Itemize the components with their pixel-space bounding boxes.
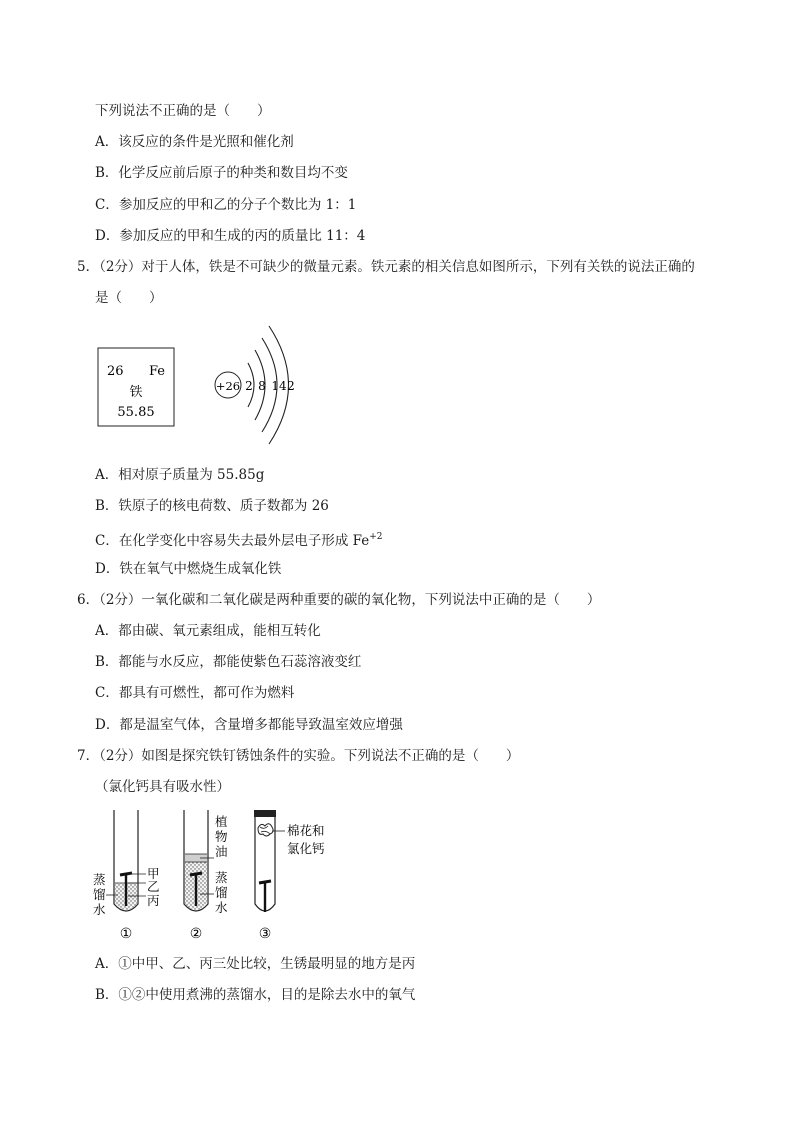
q5-question: [77, 258, 695, 276]
test-tube-3: [254, 810, 276, 912]
q5-option-c: [95, 528, 383, 550]
q6-option-d: D．都是温室气体，含量增多都能导致温室效应增强: [95, 717, 403, 733]
tube3-label-cacl2: 氯化钙: [287, 841, 325, 856]
q6-option-a: A．都由碳、氧元素组成，能相互转化: [95, 623, 321, 639]
q5-figure: [90, 318, 310, 448]
q7-option-a: A．①中甲、乙、丙三处比较，生锈最明显的地方是丙: [95, 956, 416, 972]
element-mass: 55.85: [117, 405, 155, 420]
shell-electrons-3: 14: [271, 379, 287, 393]
q4-option-b: B．化学反应前后原子的种类和数目均不变: [95, 165, 348, 181]
element-atomic-number: 26: [107, 364, 124, 379]
q5-option-a: A．相对原子质量为 55.85g: [95, 467, 265, 483]
q7-stem: （2分）如图是探究铁钉锈蚀条件的实验。下列说法不正确的是（ ）: [99, 748, 520, 764]
nucleus-charge: +26: [215, 379, 241, 393]
tube1-label-liu: 馏: [93, 887, 106, 902]
tube1-label-shui: 水: [93, 902, 106, 917]
q4-option-a: A．该反应的条件是光照和催化剂: [95, 134, 294, 150]
q7-option-b: B．①②中使用煮沸的蒸馏水，目的是除去水中的氧气: [95, 987, 416, 1003]
cotton-calcium-chloride: [258, 824, 273, 836]
tube2-label-wu: 物: [215, 829, 228, 844]
test-tube-2: [184, 810, 208, 911]
tube1-point-bing: 丙: [147, 893, 160, 908]
tube1-point-yi: 乙: [147, 879, 160, 894]
q7-note: （氯化钙具有吸水性）: [95, 779, 230, 795]
tube2-label-you: 油: [215, 844, 228, 859]
q4-option-c: C．参加反应的甲和乙的分子个数比为 1：1: [95, 197, 357, 213]
tube1-label-zheng: 蒸: [93, 872, 106, 887]
q5-option-c-superscript: +2: [369, 532, 383, 542]
q5-number: 5．: [77, 259, 100, 275]
tube-number-1: ①: [119, 926, 133, 942]
tube-number-3: ③: [258, 926, 272, 942]
q7-question: [77, 747, 519, 765]
q6-question: [77, 591, 600, 609]
q7-number: 7．: [77, 748, 100, 764]
q6-stem: （2分）一氧化碳和二氧化碳是两种重要的碳的氧化物，下列说法中正确的是（ ）: [99, 592, 601, 608]
tube2-label-liu: 馏: [215, 885, 228, 900]
tube1-point-jia: 甲: [147, 866, 160, 881]
shell-electrons-2: 8: [258, 379, 266, 393]
q4-option-d: D．参加反应的甲和生成的丙的质量比 11：4: [95, 228, 366, 244]
q6-option-b: B．都能与水反应，都能使紫色石蕊溶液变红: [95, 654, 362, 670]
tube3-label-cotton: 棉花和: [287, 823, 325, 838]
q5-stem-line1: （2分）对于人体，铁是不可缺少的微量元素。铁元素的相关信息如图所示，下列有关铁的说法正确的: [99, 259, 695, 275]
tube-number-2: ②: [189, 926, 203, 942]
q7-figure: [88, 806, 348, 946]
q5-option-d: D．铁在氧气中燃烧生成氧化铁: [95, 561, 282, 577]
tube2-label-zhi: 植: [215, 814, 228, 829]
shell-electrons-1: 2: [245, 379, 253, 393]
q5-stem-line2: 是（ ）: [95, 290, 163, 306]
q5-option-b: B．铁原子的核电荷数、质子数都为 26: [95, 498, 329, 514]
q6-number: 6．: [77, 592, 100, 608]
tube2-label-shui: 水: [215, 900, 228, 915]
shell-electrons-4: 2: [287, 379, 295, 393]
q4-stem: 下列说法不正确的是（ ）: [95, 103, 271, 119]
tube2-label-zheng: 蒸: [215, 870, 228, 885]
q6-option-c: C．都具有可燃性，都可作为燃料: [95, 685, 295, 701]
q5-option-c-text: C．在化学变化中容易失去最外层电子形成 Fe: [95, 533, 370, 549]
element-name: 铁: [129, 385, 143, 400]
element-symbol: Fe: [149, 364, 166, 379]
